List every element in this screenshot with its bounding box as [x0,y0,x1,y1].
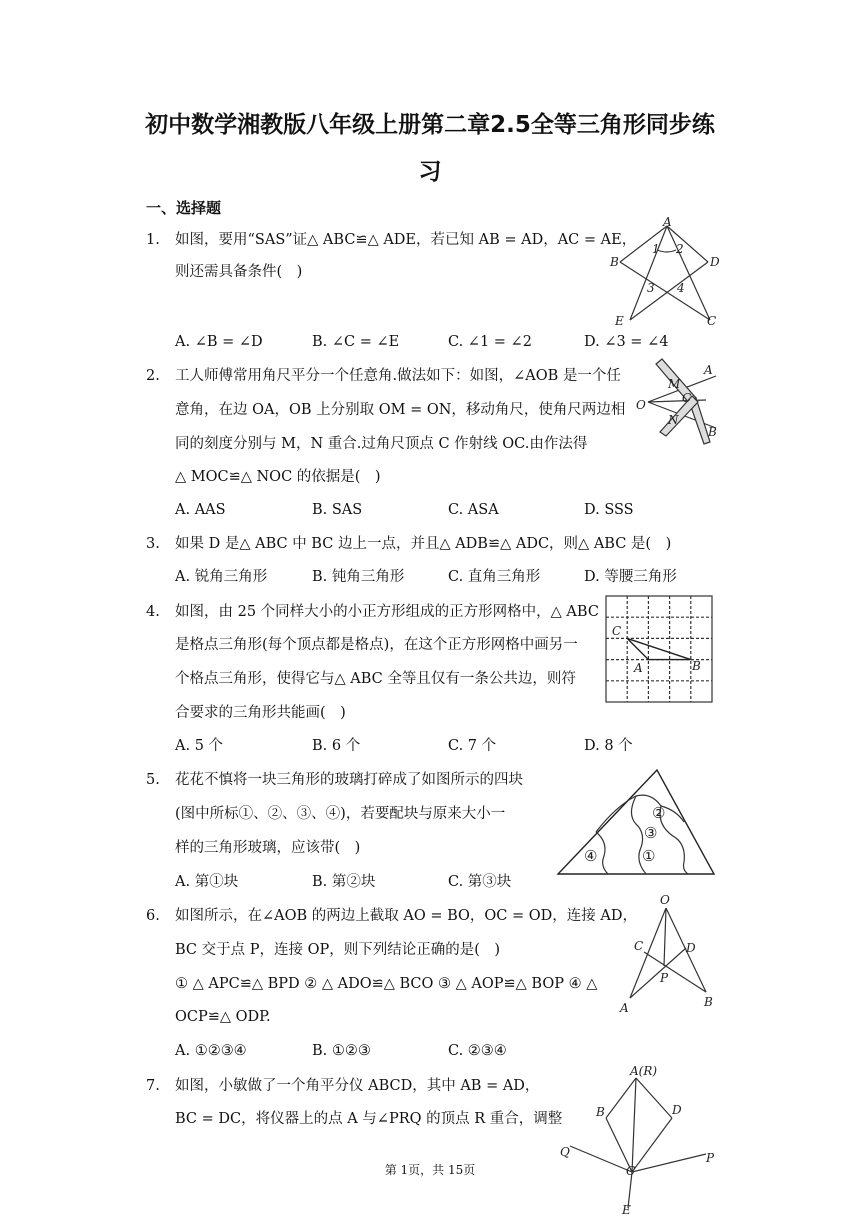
question-text-line: 样的三角形玻璃，应该带( ) [175,840,361,856]
question-text-line: 如果 D 是△ ABC 中 BC 边上一点，并且△ ADB≌△ ADC，则△ ABC 是( ) [175,536,672,552]
question-text-line: (图中所标①、②、③、④)，若要配块与原来大小一 [175,806,506,822]
question-text-line: 同的刻度分别与 M，N 重合.过角尺顶点 C 作射线 OC.由作法得 [175,436,588,452]
question-number: 6. [146,908,160,924]
fig-label: E [615,314,624,328]
fig-label: D [686,941,696,955]
question-text-line: 花花不慎将一块三角形的玻璃打碎成了如图所示的四块 [175,772,523,788]
option-b: B. ①②③ [312,1043,371,1059]
option-a: A. ∠B = ∠D [175,334,263,350]
fig-label: N [668,413,679,427]
fig-label: 3 [647,281,655,295]
question-number: 1. [146,232,160,248]
title-line-2: 习 [418,159,442,185]
question-text-line: 如图，由 25 个同样大小的小正方形组成的正方形网格中，△ ABC [175,604,599,620]
fig-label: A [634,661,643,675]
fig-label: ② [652,804,666,822]
question-text-line: 合要求的三角形共能画( ) [175,705,346,721]
question-text-line: 意角，在边 OA，OB 上分别取 OM = ON，移动角尺，使角尺两边相 [175,402,626,418]
option-a: A. ①②③④ [175,1043,247,1059]
fig-label: ④ [584,847,598,865]
question-text-line: ① △ APC≌△ BPD ② △ ADO≌△ BCO ③ △ AOP≌△ BOP ④ △ [175,976,598,992]
fig-label: ③ [644,824,658,842]
question-text-line: 是格点三角形(每个顶点都是格点)，在这个正方形网格中画另一 [175,637,578,653]
fig-label: B [692,659,701,673]
question-text-line: 如图，要用“SAS”证△ ABC≌△ ADE，若已知 AB = AD，AC = AE， [175,232,637,248]
q6-figure [614,894,724,1016]
fig-label: A [620,1001,629,1015]
fig-label: C [612,624,622,638]
q1-figure [610,215,725,328]
fig-label: E [622,1203,631,1216]
option-b: B. ∠C = ∠E [312,334,400,350]
page-footer: 第 1页，共 15页 [384,1163,476,1177]
fig-label: 1 [652,242,660,256]
question-text-line: △ MOC≌△ NOC 的依据是( ) [175,469,381,485]
option-a: A. 锐角三角形 [175,569,268,585]
q4-figure [604,594,716,706]
fig-label: M [668,377,681,391]
question-text-line: BC = DC，将仪器上的点 A 与∠PRQ 的顶点 R 重合，调整 [175,1111,563,1127]
fig-label: D [672,1103,682,1117]
question-number: 4. [146,604,160,620]
option-d: D. ∠3 = ∠4 [584,334,669,350]
option-b: B. SAS [312,502,363,518]
option-c: C. ASA [448,502,499,518]
question-text-line: 则还需具备条件( ) [175,264,303,280]
q2-figure [636,352,726,442]
option-c: C. 7 个 [448,738,497,754]
option-a: A. 5 个 [175,738,224,754]
option-c: C. 第③块 [448,874,512,890]
section-heading: 一、选择题 [146,199,222,217]
q7-figure [558,1062,718,1216]
question-text-line: 个格点三角形，使得它与△ ABC 全等且仅有一条公共边，则符 [175,671,576,687]
option-b: B. 钝角三角形 [312,569,405,585]
fig-label: A [663,215,672,229]
fig-label: 2 [676,242,684,256]
question-text-line: 如图，小敏做了一个角平分仪 ABCD，其中 AB = AD， [175,1078,540,1094]
question-number: 7. [146,1078,160,1094]
fig-label: P [660,971,669,985]
option-c: C. 直角三角形 [448,569,541,585]
option-c: C. ∠1 = ∠2 [448,334,532,350]
fig-label: A [704,363,713,377]
question-text-line: 如图所示，在∠AOB 的两边上截取 AO = BO，OC = OD，连接 AD， [175,908,637,924]
fig-label: Q [560,1145,570,1159]
document-title [130,102,730,196]
fig-label: D [710,255,720,269]
fig-label: B [708,425,717,439]
question-number: 5. [146,772,160,788]
fig-label: ① [642,847,656,865]
fig-label: C [682,391,692,405]
fig-label: P [706,1151,715,1165]
option-a: A. 第①块 [175,874,239,890]
q5-figure [556,766,718,878]
option-c: C. ②③④ [448,1043,507,1059]
question-text-line: OCP≌△ ODP. [175,1009,271,1025]
fig-label: O [636,398,646,412]
question-text-line: BC 交于点 P，连接 OP，则下列结论正确的是( ) [175,942,501,958]
fig-label: 4 [677,281,685,295]
fig-label: B [610,255,619,269]
fig-label: O [660,893,670,907]
option-d: D. 等腰三角形 [584,569,677,585]
question-number: 2. [146,368,160,384]
fig-label: A(R) [630,1064,658,1078]
option-b: B. 6 个 [312,738,361,754]
question-text-line: 工人师傅常用角尺平分一个任意角.做法如下：如图，∠AOB 是一个任 [175,368,621,384]
option-a: A. AAS [175,502,226,518]
fig-label: C [707,314,717,328]
option-d: D. 8 个 [584,738,633,754]
fig-label: B [596,1105,605,1119]
fig-label: C [634,939,644,953]
title-line-1: 初中数学湘教版八年级上册第二章2.5全等三角形同步练 [145,112,715,138]
option-d: D. SSS [584,502,634,518]
question-number: 3. [146,536,160,552]
fig-label: B [704,995,713,1009]
fig-label: C [626,1164,636,1178]
option-b: B. 第②块 [312,874,376,890]
